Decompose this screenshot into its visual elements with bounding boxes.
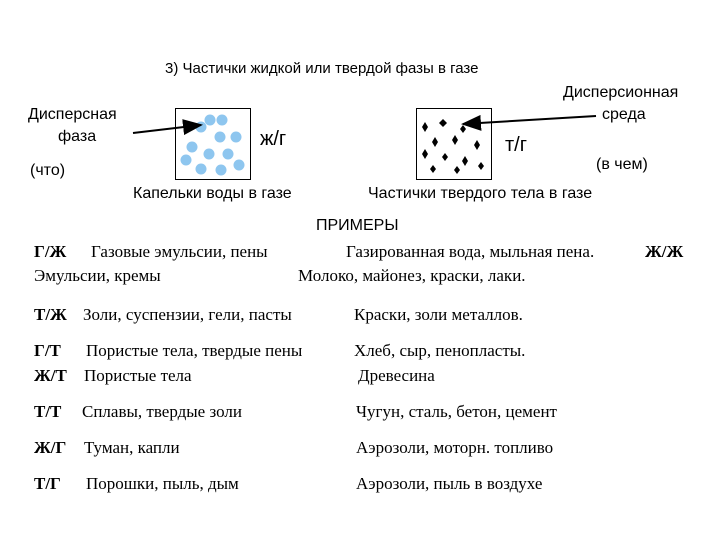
row5-example: Древесина <box>358 366 435 385</box>
row1-extra-type: Ж/Ж <box>645 242 684 261</box>
row7-description: Туман, капли <box>84 438 180 457</box>
row5-description: Пористые тела <box>84 366 192 385</box>
arrow-to-medium <box>463 116 596 124</box>
row8-type: Т/Г <box>34 474 61 493</box>
row6-type: Т/Т <box>34 402 62 421</box>
examples-header: ПРИМЕРЫ <box>316 217 399 234</box>
dispersion-medium-label-2: среда <box>602 106 646 123</box>
row4-type: Г/Т <box>34 341 61 360</box>
row4-example: Хлеб, сыр, пенопласты. <box>354 341 526 360</box>
dispersed-phase-label: Дисперсная <box>28 106 117 123</box>
row1-type: Г/Ж <box>34 242 67 261</box>
dispersed-phase-label-2: фаза <box>58 128 97 145</box>
row6-description: Сплавы, твердые золи <box>82 402 242 421</box>
dispersion-medium-label: Дисперсионная <box>563 84 679 101</box>
row1-description: Газовые эмульсии, пены <box>91 242 268 261</box>
caption-solid-particles: Частички твердого тела в газе <box>368 185 593 202</box>
row3-example: Краски, золи металлов. <box>354 305 523 324</box>
page-title: 3) Частички жидкой или твердой фазы в газе <box>165 60 479 77</box>
what-label: (что) <box>30 162 66 179</box>
caption-droplets: Капельки воды в газе <box>133 185 292 202</box>
row2-example: Молоко, майонез, краски, лаки. <box>298 266 526 285</box>
lg-label: ж/г <box>260 128 287 150</box>
row5-type: Ж/Т <box>34 366 67 385</box>
row1-example: Газированная вода, мыльная пена. <box>346 242 595 261</box>
row4-description: Пористые тела, твердые пены <box>86 341 303 360</box>
row8-description: Порошки, пыль, дым <box>86 474 239 493</box>
row2-description: Эмульсии, кремы <box>34 266 161 285</box>
row3-type: Т/Ж <box>34 305 67 324</box>
row7-type: Ж/Г <box>34 438 67 457</box>
sg-label: т/г <box>505 134 528 156</box>
row8-example: Аэрозоли, пыль в воздухе <box>356 474 543 493</box>
row3-description: Золи, суспензии, гели, пасты <box>83 305 292 324</box>
arrow-to-droplets <box>133 125 201 133</box>
row6-example: Чугун, сталь, бетон, цемент <box>356 402 557 421</box>
row7-example: Аэрозоли, моторн. топливо <box>356 438 554 457</box>
in-what-label: (в чем) <box>596 156 648 173</box>
